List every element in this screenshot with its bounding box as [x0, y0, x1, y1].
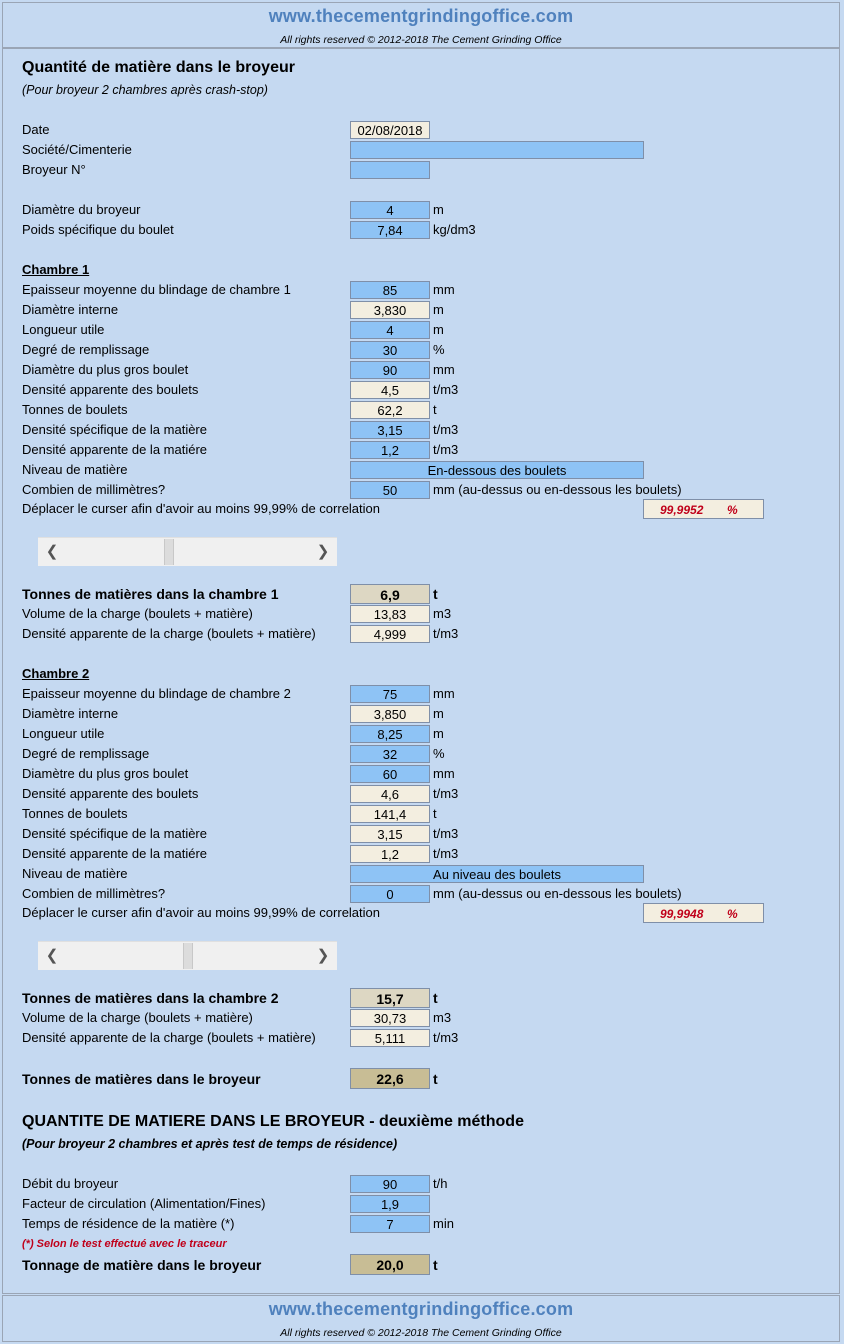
chamber-2-row-unit: t/m3 — [433, 846, 459, 861]
tracer-note: (*) Selon le test effectué avec le traceur — [22, 1238, 227, 1250]
ball-specific-weight-unit: kg/dm3 — [433, 222, 476, 237]
ball-specific-weight-label: Poids spécifique du boulet — [22, 222, 174, 237]
residence-time-label: Temps de résidence de la matière (*) — [22, 1216, 235, 1231]
chamber-1-row-value: 3,830 — [350, 301, 430, 319]
chamber-1-tonnes-value: 6,9 — [350, 584, 430, 604]
chamber-2-row-unit: mm — [433, 686, 455, 701]
mill-number-label: Broyeur N° — [22, 162, 86, 177]
chamber-2-row-value[interactable]: 8,25 — [350, 725, 430, 743]
chamber-1-row-unit: m — [433, 322, 444, 337]
material-level-select[interactable]: En-dessous des boulets — [350, 461, 644, 479]
chamber-2-row-value[interactable]: 32 — [350, 745, 430, 763]
mill-tonnage-label: Tonnage de matière dans le broyeur — [22, 1257, 262, 1273]
correlation-value: 99,9952 — [660, 503, 704, 517]
chamber-2-tonnes-unit: t — [433, 990, 438, 1006]
millimeters-label: Combien de millimètres? — [22, 482, 166, 497]
method-2-subtitle: (Pour broyeur 2 chambres et après test de temps de résidence) — [22, 1137, 398, 1151]
chamber-1-density-label: Densité apparente de la charge (boulets + matière) — [22, 626, 316, 641]
chamber-1-row-value[interactable]: 3,15 — [350, 421, 430, 439]
chamber-2-row-unit: t — [433, 806, 437, 821]
correlation-unit: % — [727, 503, 738, 517]
chamber-2-density-label: Densité apparente de la charge (boulets + matière) — [22, 1030, 316, 1045]
mill-diameter-label: Diamètre du broyeur — [22, 202, 141, 217]
material-level-label: Niveau de matière — [22, 462, 128, 477]
chamber-1-row-value[interactable]: 30 — [350, 341, 430, 359]
correlation-label: Déplacer le curser afin d'avoir au moins 99,99% de correlation — [22, 501, 381, 516]
chamber-2-row-label: Diamètre du plus gros boulet — [22, 766, 189, 781]
site-url[interactable]: www.thecementgrindingoffice.com — [268, 1299, 574, 1319]
chamber-2-row-label: Degré de remplissage — [22, 746, 150, 761]
chamber-2-row-label: Longueur utile — [22, 726, 105, 741]
chamber-1-row-label: Longueur utile — [22, 322, 105, 337]
chamber-2-row-unit: m — [433, 726, 444, 741]
company-field[interactable] — [350, 141, 644, 159]
millimeters-field[interactable]: 0 — [350, 885, 430, 903]
copyright-text: All rights reserved © 2012-2018 The Cement Grinding Office — [280, 34, 562, 46]
chamber-2-row-label: Densité apparente de la matiére — [22, 846, 208, 861]
total-tonnes-unit: t — [433, 1071, 438, 1087]
chamber-1-row-label: Degré de remplissage — [22, 342, 150, 357]
correlation-value-box — [643, 903, 764, 923]
chamber-1-row-value: 62,2 — [350, 401, 430, 419]
chamber-1-row-value[interactable]: 85 — [350, 281, 430, 299]
chevron-right-icon[interactable]: ❯ — [316, 543, 330, 560]
chamber-2-row-label: Diamètre interne — [22, 706, 119, 721]
total-tonnes-value: 22,6 — [350, 1068, 430, 1089]
chamber-1-row-unit: t/m3 — [433, 382, 459, 397]
mill-rate-field[interactable]: 90 — [350, 1175, 430, 1193]
chamber-2-row-value[interactable]: 60 — [350, 765, 430, 783]
slider-thumb[interactable] — [164, 539, 174, 565]
company-label: Société/Cimenterie — [22, 142, 132, 157]
site-url[interactable]: www.thecementgrindingoffice.com — [268, 6, 574, 26]
chamber-1-row-label: Tonnes de boulets — [22, 402, 128, 417]
chamber-2-row-unit: mm — [433, 766, 455, 781]
material-level-select[interactable]: Au niveau des boulets — [350, 865, 644, 883]
chamber-2-row-value: 3,850 — [350, 705, 430, 723]
circulation-factor-field[interactable]: 1,9 — [350, 1195, 430, 1213]
material-level-label: Niveau de matière — [22, 866, 128, 881]
mill-rate-unit: t/h — [433, 1176, 448, 1191]
correlation-label: Déplacer le curser afin d'avoir au moins 99,99% de correlation — [22, 905, 381, 920]
chamber-2-row-label: Epaisseur moyenne du blindage de chambre 2 — [22, 686, 291, 701]
chamber-1-row-unit: m — [433, 302, 444, 317]
chamber-2-row-label: Tonnes de boulets — [22, 806, 128, 821]
millimeters-label: Combien de millimètres? — [22, 886, 166, 901]
chamber-2-row-unit: m — [433, 706, 444, 721]
total-tonnes-label: Tonnes de matières dans le broyeur — [22, 1071, 261, 1087]
chamber-2-volume-value: 30,73 — [350, 1009, 430, 1027]
chamber-1-row-value: 4,5 — [350, 381, 430, 399]
date-field[interactable]: 02/08/2018 — [350, 121, 430, 139]
slider-thumb[interactable] — [183, 943, 193, 969]
mill-diameter-unit: m — [433, 202, 444, 217]
chamber-2-slider[interactable] — [38, 941, 337, 970]
millimeters-field[interactable]: 50 — [350, 481, 430, 499]
mill-tonnage-value: 20,0 — [350, 1254, 430, 1275]
chamber-1-row-unit: t/m3 — [433, 442, 459, 457]
chamber-2-row-unit: % — [433, 746, 445, 761]
correlation-value-box — [643, 499, 764, 519]
chamber-2-row-label: Densité spécifique de la matière — [22, 826, 207, 841]
chamber-1-row-label: Diamètre du plus gros boulet — [22, 362, 189, 377]
millimeters-unit: mm (au-dessus ou en-dessous les boulets) — [433, 886, 682, 901]
chamber-2-row-value: 3,15 — [350, 825, 430, 843]
chamber-1-heading: Chambre 1 — [22, 262, 90, 277]
chamber-2-volume-label: Volume de la charge (boulets + matière) — [22, 1010, 253, 1025]
residence-time-unit: min — [433, 1216, 454, 1231]
chamber-2-heading: Chambre 2 — [22, 666, 90, 681]
circulation-factor-label: Facteur de circulation (Alimentation/Fines) — [22, 1196, 266, 1211]
chamber-1-row-unit: t — [433, 402, 437, 417]
chamber-1-row-label: Diamètre interne — [22, 302, 119, 317]
chamber-1-row-unit: t/m3 — [433, 422, 459, 437]
chamber-2-row-label: Densité apparente des boulets — [22, 786, 199, 801]
chamber-1-row-label: Densité spécifique de la matière — [22, 422, 207, 437]
header-banner — [2, 2, 840, 48]
mill-number-field[interactable] — [350, 161, 430, 179]
chamber-1-row-label: Densité apparente de la matiére — [22, 442, 208, 457]
footer-banner — [2, 1295, 840, 1342]
chamber-1-row-unit: mm — [433, 282, 455, 297]
chamber-2-volume-unit: m3 — [433, 1010, 452, 1025]
chamber-1-tonnes-unit: t — [433, 586, 438, 602]
chamber-1-row-unit: mm — [433, 362, 455, 377]
chamber-2-row-value[interactable]: 75 — [350, 685, 430, 703]
mill-diameter-field[interactable]: 4 — [350, 201, 430, 219]
chamber-2-density-value: 5,111 — [350, 1029, 430, 1047]
ball-specific-weight-field[interactable]: 7,84 — [350, 221, 430, 239]
chamber-2-row-value: 4,6 — [350, 785, 430, 803]
chamber-1-density-unit: t/m3 — [433, 626, 459, 641]
chamber-2-density-unit: t/m3 — [433, 1030, 459, 1045]
chamber-1-row-unit: % — [433, 342, 445, 357]
mill-tonnage-unit: t — [433, 1257, 438, 1273]
correlation-unit: % — [727, 907, 738, 921]
method-2-title: QUANTITE DE MATIERE DANS LE BROYEUR - deuxième méthode — [22, 1113, 524, 1130]
mill-rate-label: Débit du broyeur — [22, 1176, 119, 1191]
chamber-2-row-value: 141,4 — [350, 805, 430, 823]
chamber-1-tonnes-label: Tonnes de matières dans la chambre 1 — [22, 586, 279, 602]
correlation-value: 99,9948 — [660, 907, 704, 921]
chamber-1-row-value[interactable]: 90 — [350, 361, 430, 379]
chamber-1-volume-value: 13,83 — [350, 605, 430, 623]
copyright-text: All rights reserved © 2012-2018 The Cement Grinding Office — [280, 1327, 562, 1339]
chamber-1-row-label: Epaisseur moyenne du blindage de chambre 1 — [22, 282, 291, 297]
millimeters-unit: mm (au-dessus ou en-dessous les boulets) — [433, 482, 682, 497]
chamber-1-volume-unit: m3 — [433, 606, 452, 621]
chamber-1-volume-label: Volume de la charge (boulets + matière) — [22, 606, 253, 621]
chamber-1-row-label: Densité apparente des boulets — [22, 382, 199, 397]
date-label: Date — [22, 122, 50, 137]
residence-time-field[interactable]: 7 — [350, 1215, 430, 1233]
chamber-2-row-unit: t/m3 — [433, 826, 459, 841]
chamber-2-row-value: 1,2 — [350, 845, 430, 863]
chevron-right-icon[interactable]: ❯ — [316, 947, 330, 964]
chevron-left-icon[interactable]: ❮ — [45, 543, 59, 560]
chevron-left-icon[interactable]: ❮ — [45, 947, 59, 964]
page-title: Quantité de matière dans le broyeur — [22, 59, 295, 76]
chamber-2-row-unit: t/m3 — [433, 786, 459, 801]
chamber-1-density-value: 4,999 — [350, 625, 430, 643]
chamber-1-row-value[interactable]: 1,2 — [350, 441, 430, 459]
chamber-2-tonnes-value: 15,7 — [350, 988, 430, 1008]
chamber-1-slider[interactable] — [38, 537, 337, 566]
chamber-1-row-value[interactable]: 4 — [350, 321, 430, 339]
page-subtitle: (Pour broyeur 2 chambres après crash-stop) — [22, 83, 268, 97]
chamber-2-tonnes-label: Tonnes de matières dans la chambre 2 — [22, 990, 279, 1006]
